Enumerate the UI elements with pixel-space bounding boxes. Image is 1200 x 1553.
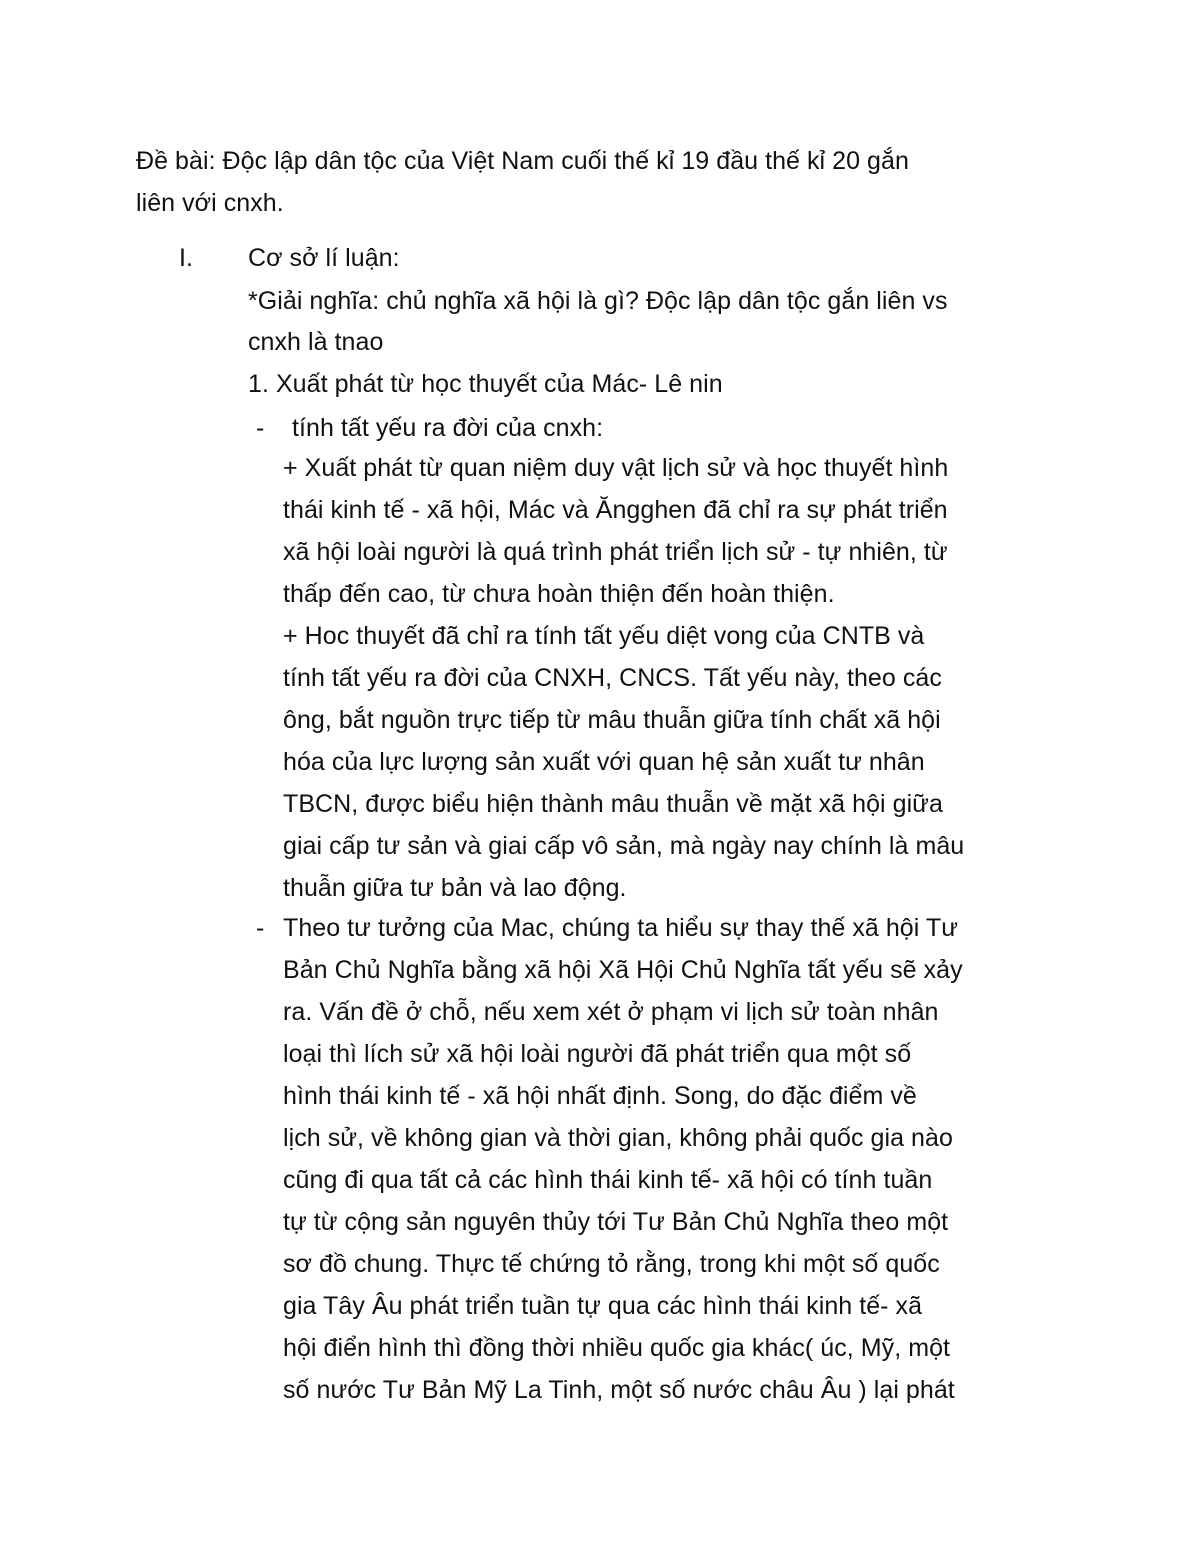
paragraph-line: TBCN, được biểu hiện thành mâu thuẫn về mặt xã hội giữa: [283, 790, 943, 818]
paragraph-line: cũng đi qua tất cả các hình thái kinh tế- xã hội có tính tuần: [283, 1166, 933, 1194]
paragraph-line: loại thì lích sử xã hội loài người đã phát triển qua một số: [283, 1040, 912, 1068]
document-title-line-1: Đề bài: Độc lập dân tộc của Việt Nam cuối thế kỉ 19 đầu thế kỉ 20 gắn: [136, 147, 909, 175]
paragraph-line: Bản Chủ Nghĩa bằng xã hội Xã Hội Chủ Nghĩa tất yếu sẽ xảy: [283, 956, 963, 984]
bullet-marker: -: [256, 914, 265, 942]
paragraph-line: hội điển hình thì đồng thời nhiều quốc gia khác( úc, Mỹ, một: [283, 1334, 951, 1362]
paragraph-line: hóa của lực lượng sản xuất với quan hệ sản xuất tư nhân: [283, 748, 925, 776]
paragraph-line: lịch sử, về không gian và thời gian, không phải quốc gia nào: [283, 1124, 953, 1152]
paragraph-line: tự từ cộng sản nguyên thủy tới Tư Bản Chủ Nghĩa theo một: [283, 1208, 949, 1236]
paragraph-line: giai cấp tư sản và giai cấp vô sản, mà ngày nay chính là mâu: [283, 832, 965, 860]
section-heading: Cơ sở lí luận:: [248, 244, 400, 272]
paragraph-line: thuẫn giữa tư bản và lao động.: [283, 874, 627, 902]
bullet-lead-text: tính tất yếu ra đời của cnxh:: [292, 414, 604, 442]
paragraph-line: số nước Tư Bản Mỹ La Tinh, một số nước châu Âu ) lại phát: [283, 1376, 955, 1404]
definition-note-line-2: cnxh là tnao: [248, 328, 384, 356]
definition-note-line-1: *Giải nghĩa: chủ nghĩa xã hội là gì? Độc lập dân tộc gắn liên vs: [248, 287, 948, 315]
bullet-marker: -: [256, 414, 265, 442]
paragraph-line: tính tất yếu ra đời của CNXH, CNCS. Tất yếu này, theo các: [283, 664, 942, 692]
paragraph-line: ông, bắt nguồn trực tiếp từ mâu thuẫn giữa tính chất xã hội: [283, 706, 941, 734]
subheading-marx-lenin: 1. Xuất phát từ học thuyết của Mác- Lê nin: [248, 370, 723, 398]
paragraph-line: Theo tư tưởng của Mac, chúng ta hiểu sự thay thế xã hội Tư: [283, 914, 959, 942]
paragraph-line: + Xuất phát từ quan niệm duy vật lịch sử và học thuyết hình: [283, 454, 949, 482]
paragraph-line: thấp đến cao, từ chưa hoàn thiện đến hoàn thiện.: [283, 580, 835, 608]
document-title-line-2: liên với cnxh.: [136, 189, 284, 217]
paragraph-line: sơ đồ chung. Thực tế chứng tỏ rằng, trong khi một số quốc: [283, 1250, 940, 1278]
paragraph-line: hình thái kinh tế - xã hội nhất định. Song, do đặc điểm về: [283, 1082, 917, 1110]
paragraph-line: gia Tây Âu phát triển tuần tự qua các hình thái kinh tế- xã: [283, 1292, 923, 1320]
paragraph-line: ra. Vấn đề ở chỗ, nếu xem xét ở phạm vi lịch sử toàn nhân: [283, 998, 939, 1026]
section-numeral: I.: [179, 244, 193, 272]
paragraph-line: thái kinh tế - xã hội, Mác và Ăngghen đã chỉ ra sự phát triển: [283, 496, 948, 524]
paragraph-line: + Hoc thuyết đã chỉ ra tính tất yếu diệt vong của CNTB và: [283, 622, 925, 650]
paragraph-line: xã hội loài người là quá trình phát triển lịch sử - tự nhiên, từ: [283, 538, 948, 566]
